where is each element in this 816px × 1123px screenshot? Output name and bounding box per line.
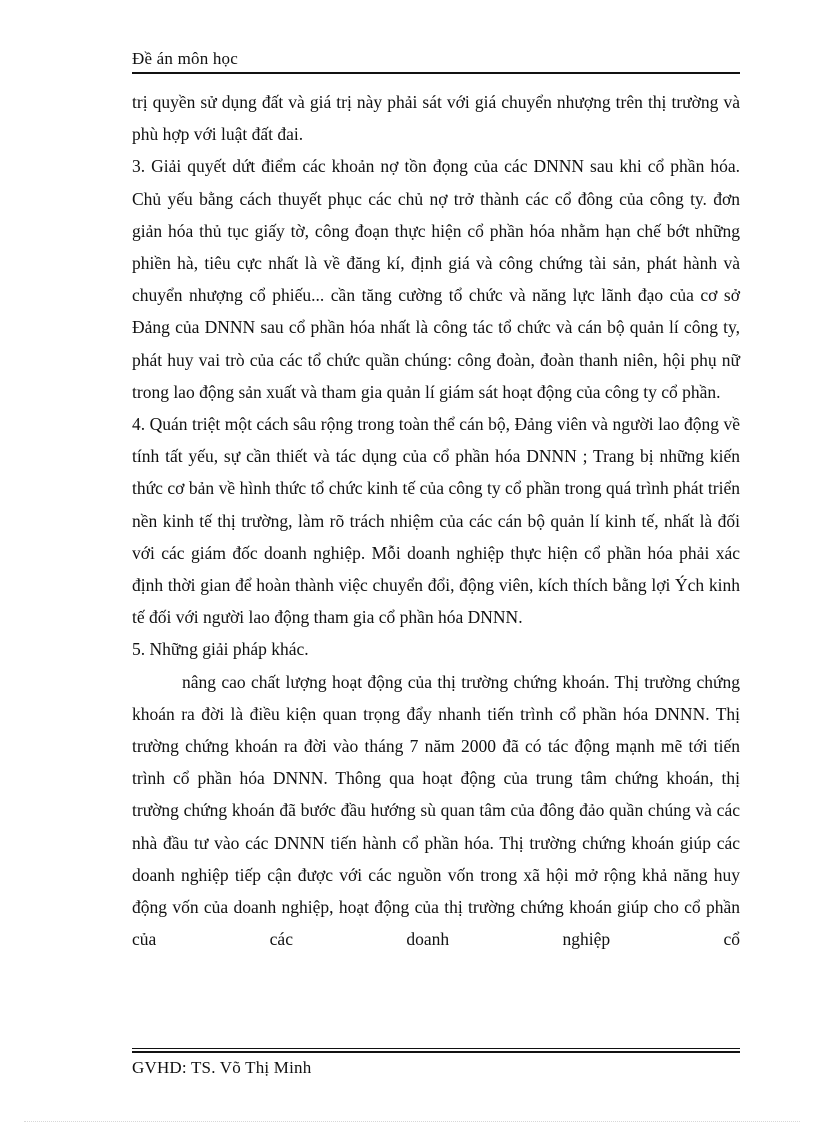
paragraph-item-3: 3. Giải quyết dứt điểm các khoản nợ tồn đọng của các DNNN sau khi cổ phần hóa. Chủ yếu bằng cách thuyết phục các chủ nợ trở thành các cổ đông của công ty. đơn giản hóa thủ tục giấy tờ, công đoạn thực hiện cổ phần hóa nhằm hạn chế bớt những phiền hà, tiêu cực nhất là về đăng kí, định giá và công chứng tài sản, phát hành và chuyển nhượng cổ phiếu... cần tăng cường tổ chức và năng lực lãnh đạo của cơ sở Đảng của DNNN sau cổ phần hóa nhất là công tác tổ chức và cán bộ quản lí công ty, phát huy vai trò của các tổ chức quần chúng: công đoàn, đoàn thanh niên, hội phụ nữ trong lao động sản xuất và tham gia quản lí giám sát hoạt động của công ty cổ phần. — [132, 156, 740, 402]
body-text — [132, 86, 740, 955]
paragraph-item-5-heading: 5. Những giải pháp khác. — [132, 639, 309, 660]
header-divider — [132, 72, 740, 74]
paragraph-continuation: trị quyền sử dụng đất và giá trị này phải sát với giá chuyển nhượng trên thị trường và phù hợp với luật đất đai. — [132, 92, 740, 145]
paragraph-item-5-body: nâng cao chất lượng hoạt động của thị trường chứng khoán. Thị trường chứng khoán ra đời là điều kiện quan trọng đẩy nhanh tiến trình cổ phần hóa DNNN. Thị trường chứng khoán ra đời vào tháng 7 năm 2000 đã có tác động mạnh mẽ tới tiến trình cổ phần hóa DNNN. Thông qua hoạt động của trung tâm chứng khoán, thị trường chứng khoán đã bước đầu hướng sù quan tâm của đông đảo quần chúng và các nhà đầu tư vào các DNNN tiến hành cổ phần hóa. Thị trường chứng khoán giúp các doanh nghiệp tiếp cận được với các nguồn vốn trong xã hội mở rộng khả năng huy động vốn của doanh nghiệp, hoạt động của thị trường chứng khoán giúp cho cổ phần của các doanh nghiệp cổ — [132, 671, 740, 950]
page-header — [132, 48, 740, 74]
footer-divider-thick — [132, 1051, 740, 1053]
paragraph-item-4: 4. Quán triệt một cách sâu rộng trong toàn thể cán bộ, Đảng viên và người lao động về tính tất yếu, sự cần thiết và tác dụng của cổ phần hóa DNNN ; Trang bị những kiến thức cơ bản về hình thức tổ chức kinh tế của công ty cổ phần trong quá trình phát triển nền kinh tế thị trường, làm rõ trách nhiệm của các cán bộ quản lí kinh tế, nhất là đối với các giám đốc doanh nghiệp. Mỗi doanh nghiệp thực hiện cổ phần hóa phải xác định thời gian để hoàn thành việc chuyển đổi, động viên, kích thích bằng lợi Ých kinh tế đối với người lao động tham gia cổ phần hóa DNNN. — [132, 414, 740, 628]
footer-text: GVHD: TS. Võ Thị Minh — [132, 1058, 312, 1077]
footer-divider-thin — [132, 1048, 740, 1049]
header-title: Đề án môn học — [132, 49, 238, 68]
page-footer — [132, 1048, 740, 1079]
page-edge — [24, 1121, 800, 1122]
